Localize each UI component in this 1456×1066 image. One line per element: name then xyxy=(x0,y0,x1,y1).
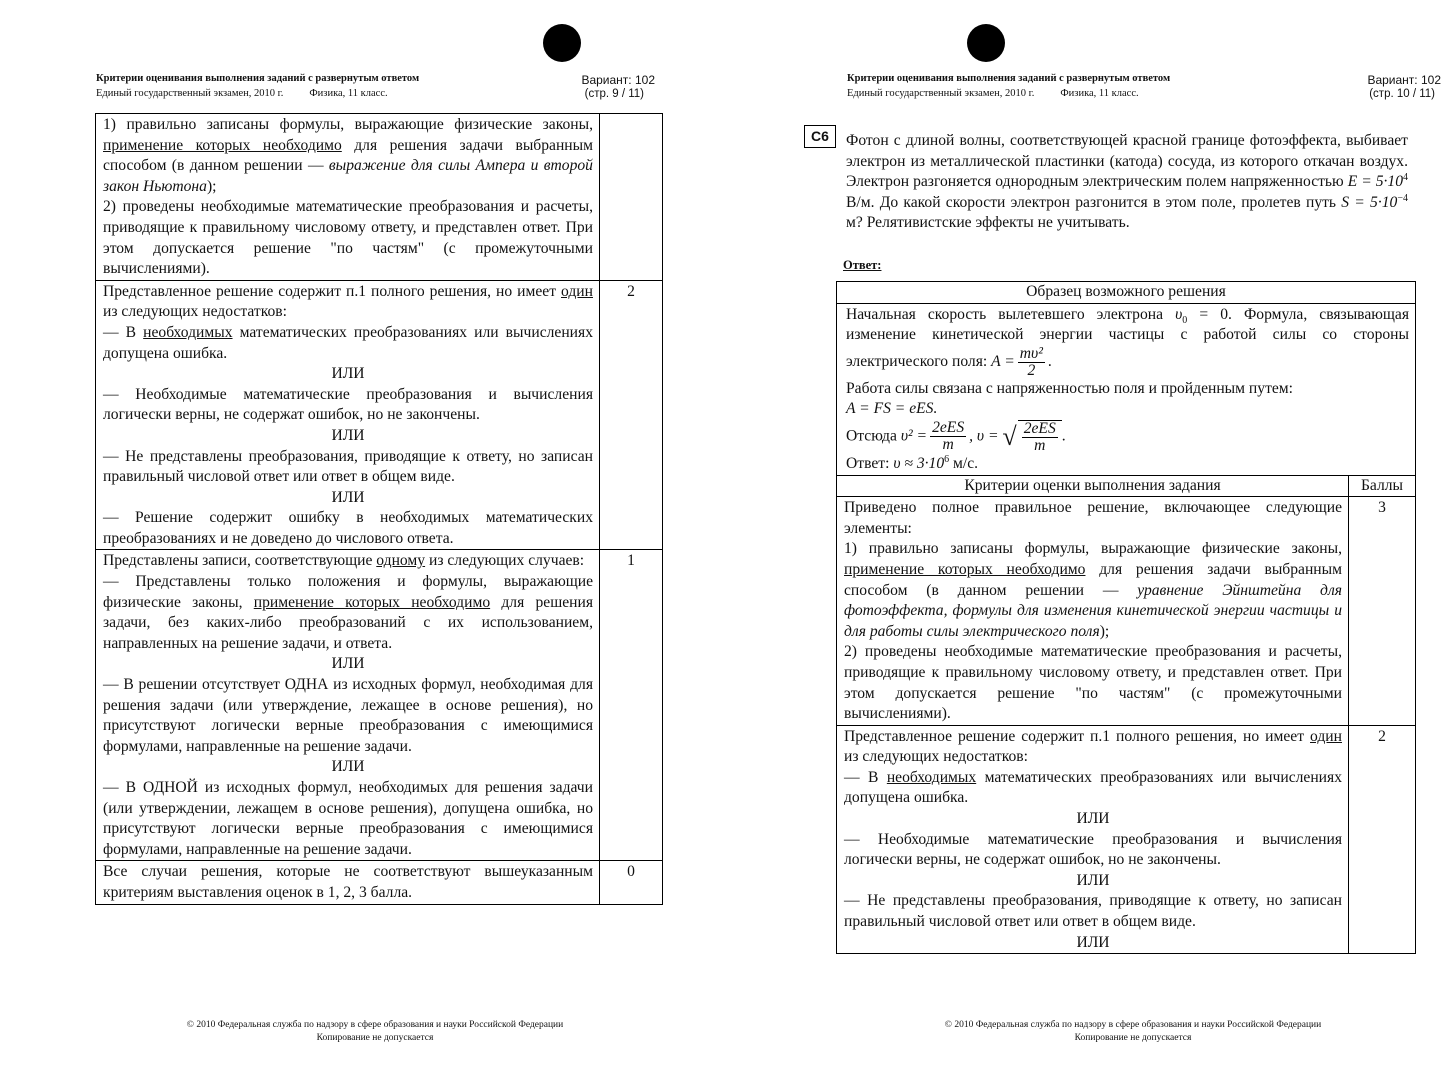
header-subtitle xyxy=(96,88,388,99)
criteria-score xyxy=(600,114,663,281)
punch-hole-mark xyxy=(967,24,1005,62)
points-heading: Баллы xyxy=(1349,475,1416,497)
header-title: Критерии оценивания выполнения заданий с развернутым ответом xyxy=(847,73,1171,84)
criteria-score: 3 xyxy=(1349,497,1416,726)
header-subject: Физика, 11 класс. xyxy=(309,88,388,99)
answer-label: Ответ: xyxy=(843,258,882,272)
header-exam: Единый государственный экзамен, 2010 г. xyxy=(96,88,284,99)
criteria-row xyxy=(96,280,663,550)
criteria-heading: Критерии оценки выполнения задания xyxy=(837,475,1349,497)
criteria-heading-row xyxy=(837,475,1416,497)
sqrt-radicand: $\frac{\text{2eES}}{m}$ xyxy=(1018,420,1062,454)
page-right xyxy=(740,0,1456,1066)
sqrt-sign-icon: √ xyxy=(1002,421,1017,451)
punch-hole-mark xyxy=(543,24,581,62)
criteria-text: Все случаи решения, которые не соответствуют вышеуказанным критериям выставления оценок в 1, 2, 3 балла. xyxy=(96,861,600,904)
solution-criteria-table xyxy=(836,281,1416,954)
criteria-row xyxy=(96,114,663,281)
criteria-text: Приведено полное правильное решение, включающее следующие элементы: 1) правильно записаны формулы, выражающие физические законы, применение которых необходимо для решения задачи выбранным способом (в данном решении — уравнение Эйнштейна для фотоэффекта, формулы для изменения кинетической энергии частицы и для работы силы электрического поля); 2) проведены необходимые математические преобразования и расчеты, приводящие к правильному числовому ответу, и представлен ответ. При этом допускается решение "по частям" (с промежуточными вычислениями). xyxy=(837,497,1349,726)
solution-text: Начальная скорость вылетевшего электрона $\upsilon_0 = 0$. Формула, связывающая изменение кинетической энергии частицы с работой силы со стороны электрического поля: A = $\frac{\text{mυ²}}{2}$ . Работа силы связана с напряженностью поля и пройденным путем: A = FS = eES. Отсюда υ² = $\frac{\text{2eES}}{m}$ , υ = √ $\frac{\text{2eES}}{m}$ . Ответ: $\upsilon \approx 3\cdot 10^6$ м/с. xyxy=(837,303,1416,475)
criteria-text: Представленное решение содержит п.1 полного решения, но имеет один из следующих недостатков: — В необходимых математических преобразованиях или вычислениях допущена ошибка. ИЛИ — Необходимые математические преобразования и вычисления логически верны, не содержат ошибок, но не закончены. ИЛИ — Не представлены преобразования, приводящие к ответу, но записан правильный числовой ответ или ответ в общем виде. ИЛИ — Решение содержит ошибку в необходимых математических преобразованиях и не доведено до числового ответа. xyxy=(96,280,600,550)
footer xyxy=(110,1019,640,1045)
criteria-row xyxy=(96,550,663,861)
task-label: C6 xyxy=(804,125,836,148)
criteria-score: 1 xyxy=(600,550,663,861)
criteria-table xyxy=(95,113,663,905)
header-subtitle xyxy=(847,88,1139,99)
criteria-text: Представленное решение содержит п.1 полного решения, но имеет один из следующих недостатков: — В необходимых математических преобразованиях или вычислениях допущена ошибка. ИЛИ — Необходимые математические преобразования и вычисления логически верны, не содержат ошибок, но не закончены. ИЛИ — Не представлены преобразования, приводящие к ответу, но записан правильный числовой ответ или ответ в общем виде. ИЛИ xyxy=(837,725,1349,954)
criteria-row xyxy=(837,725,1416,954)
header-variant: Вариант: 102 xyxy=(581,73,655,87)
footer-copyright: © 2010 Федеральная служба по надзору в сфере образования и науки Российской Федерации xyxy=(944,1020,1322,1030)
kinetic-energy-fraction: $\frac{\text{mυ²}}{2}$ xyxy=(1019,344,1043,379)
header-page-number: (стр. 10 / 11) xyxy=(1369,88,1435,100)
criteria-row xyxy=(837,497,1416,726)
task-text: Фотон с длиной волны, соответствующей красной границе фотоэффекта, выбивает электрон из металлической пластинки (катода) сосуда, из которого откачан воздух. Электрон разгоняется однородным электрическим полем напряженностью $E = 5\cdot 10^4$ В/м. До какой скорости электрон разгонится в этом поле, пролетев путь $S = 5\cdot 10^{-4}$ м? Релятивистские эффекты не учитывать. xyxy=(846,132,1408,232)
criteria-score: 0 xyxy=(600,861,663,904)
solution-heading-row xyxy=(837,282,1416,304)
header-page-number: (стр. 9 / 11) xyxy=(584,88,644,100)
velocity-squared-fraction: $\frac{\text{2eES}}{m}$ xyxy=(932,419,965,454)
header-title: Критерии оценивания выполнения заданий с развернутым ответом xyxy=(96,73,420,84)
criteria-text: Представлены записи, соответствующие одному из следующих случаев: — Представлены только положения и формулы, выражающие физические законы, применение которых необходимо для решения задачи, без каких-либо преобразований с их использованием, направленных на решение задачи, и ответа. ИЛИ — В решении отсутствует ОДНА из исходных формул, необходимая для решения задачи (или утверждение, лежащее в основе решения), но присутствуют логически верные преобразования с имеющимися формулами, направленные на решение задачи. ИЛИ — В ОДНОЙ из исходных формул, необходимых для решения задачи (или утверждении, лежащем в основе решения), допущена ошибка, но присутствуют логически верные преобразования с имеющимися формулами, направленные на решение задачи. xyxy=(96,550,600,861)
criteria-score: 2 xyxy=(1349,725,1416,954)
footer-notice: Копирование не допускается xyxy=(1074,1033,1192,1043)
header-variant: Вариант: 102 xyxy=(1367,73,1441,87)
footer-copyright: © 2010 Федеральная служба по надзору в сфере образования и науки Российской Федерации xyxy=(186,1020,564,1030)
criteria-text: 1) правильно записаны формулы, выражающие физические законы, применение которых необходимо для решения задачи выбранным способом (в данном решении — выражение для силы Ампера и второй закон Ньютона); 2) проведены необходимые математические преобразования и расчеты, приводящие к правильному числовому ответу, и представлен ответ. При этом допускается решение "по частям" (с промежуточными вычислениями). xyxy=(96,114,600,281)
solution-row xyxy=(837,303,1416,475)
header-exam: Единый государственный экзамен, 2010 г. xyxy=(847,88,1035,99)
footer xyxy=(858,1019,1408,1045)
criteria-score: 2 xyxy=(600,280,663,550)
header-subject: Физика, 11 класс. xyxy=(1060,88,1139,99)
footer-notice: Копирование не допускается xyxy=(316,1033,434,1043)
solution-heading: Образец возможного решения xyxy=(837,282,1416,304)
criteria-row xyxy=(96,861,663,904)
